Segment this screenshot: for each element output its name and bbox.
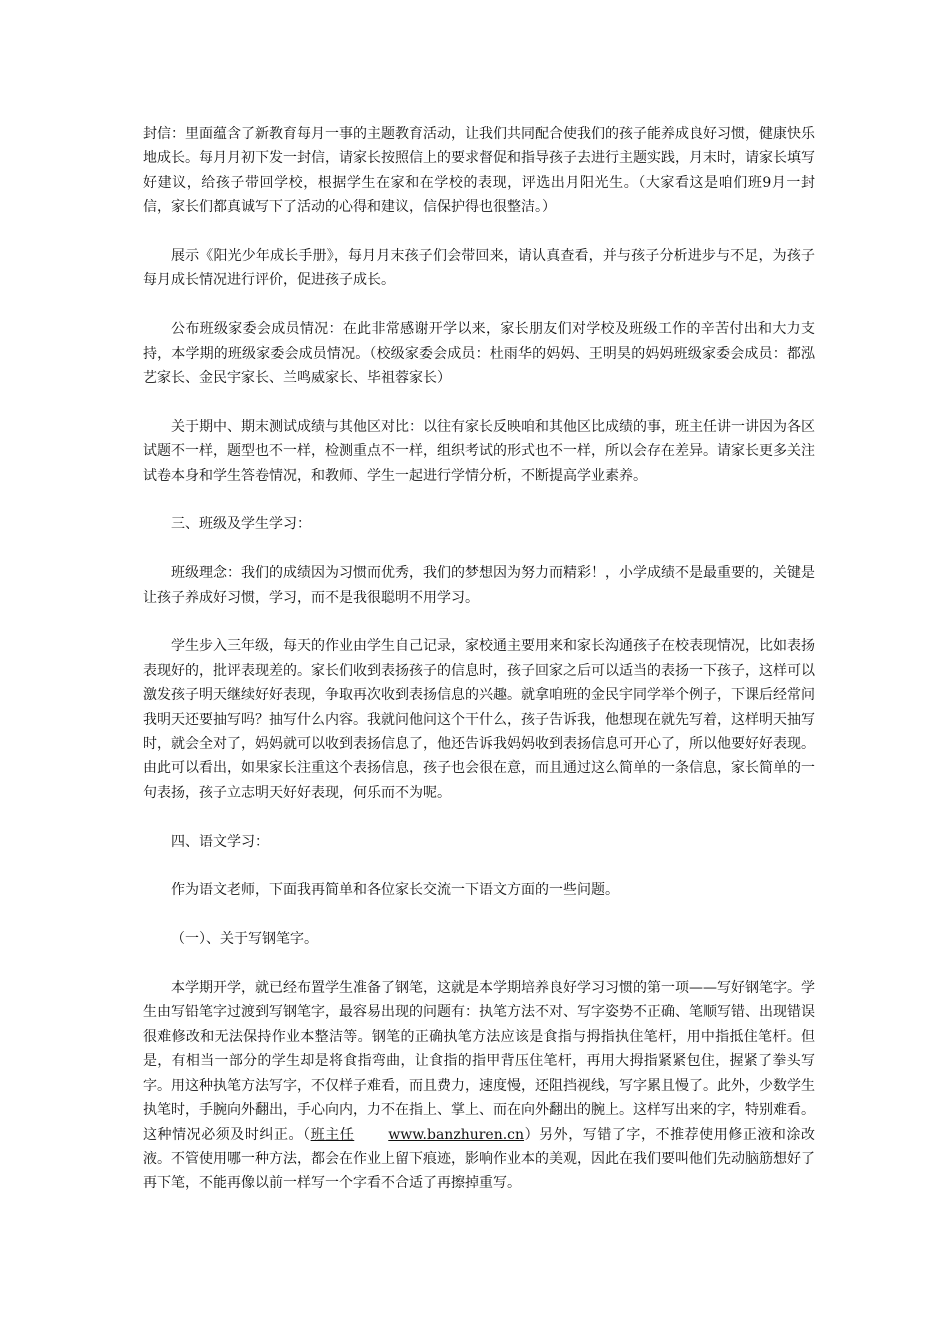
paragraph-exam-comparison: 关于期中、期末测试成绩与其他区对比：以往有家长反映咱和其他区比成绩的事，班主任讲一讲因为各区试题不一样，题型也不一样，检测重点不一样，组织考试的形式也不一样，所以会存在差异。请家长更多关注试卷本身和学生答卷情况，和教师、学生一起进行学情分析，不断提高学业素养。 <box>143 418 815 484</box>
section-heading-class-learning: 三、班级及学生学习： <box>171 516 311 533</box>
paragraph-letter: 封信：里面蕴含了新教育每月一事的主题教育活动，让我们共同配合使我们的孩子能养成良好习惯，健康快乐地成长。每月月初下发一封信，请家长按照信上的要求督促和指导孩子去进行主题实践，月末时，请家长填写好建议，给孩子带回学校，根据学生在家和在学校的表现，评选出月阳光生。（大家看这是咱们班9月一封信，家长们都真诚写下了活动的心得和建议，信保护得也很整洁。） <box>143 126 815 216</box>
paragraph-growth-manual: 展示《阳光少年成长手册》，每月月末孩子们会带回来，请认真查看，并与孩子分析进步与不足，为孩子每月成长情况进行评价，促进孩子成长。 <box>143 248 815 289</box>
banzhuren-link[interactable]: 班主任 <box>310 1126 355 1143</box>
section-heading-chinese: 四、语文学习： <box>171 833 269 850</box>
paragraph-class-philosophy: 班级理念：我们的成绩因为习惯而优秀，我们的梦想因为努力而精彩！，小学成绩不是最重要的，关键是让孩子养成好习惯，学习，而不是我很聪明不用学习。 <box>143 565 815 606</box>
subheading-pen-writing: （一）、关于写钢笔字。 <box>171 931 318 948</box>
paragraph-pen-writing <box>143 976 815 1196</box>
document-page <box>143 122 815 1220</box>
paragraph-parent-committee: 公布班级家委会成员情况：在此非常感谢开学以来，家长朋友们对学校及班级工作的辛苦付出和大力支持，本学期的班级家委会成员情况。（校级家委会成员：杜雨华的妈妈、王明昊的妈妈班级家委会成员：都泓艺家长、金民宇家长、兰鸣威家长、毕祖蓉家长） <box>143 321 815 387</box>
paragraph-homework-praise: 学生步入三年级，每天的作业由学生自己记录，家校通主要用来和家长沟通孩子在校表现情况，比如表扬表现好的，批评表现差的。家长们收到表扬孩子的信息时，孩子回家之后可以适当的表扬一下孩子，这样可以激发孩子明天继续好好表现，争取再次收到表扬信息的兴趣。就拿咱班的金民宇同学举个例子，下课后经常问我明天还要抽写吗？抽写什么内容。我就问他问这个干什么，孩子告诉我，他想现在就先写着，这样明天抽写时，就会全对了，妈妈就可以收到表扬信息了，他还告诉我妈妈收到表扬信息可开心了，所以他要好好表现。由此可以看出，如果家长注重这个表扬信息，孩子也会很在意，而且通过这么简单的一条信息，家长简单的一句表扬，孩子立志明天好好表现，何乐而不为呢。 <box>143 638 815 801</box>
pen-writing-text-after: ）另外，写错了字，不推荐使用修正液和涂改液。不管使用哪一种方法，都会在作业上留下痕迹，影响作业本的美观，因此在我们要叫他们先动脑筋想好了再下笔，不能再像以前一样写一个字看不合适了再擦掉重写。 <box>143 1126 816 1192</box>
pen-writing-text-before: 本学期开学，就已经布置学生准备了钢笔，这就是本学期培养良好学习习惯的第一项——写好钢笔字。学生由写铅笔字过渡到写钢笔字，最容易出现的问题有：执笔方法不对、写字姿势不正确、笔顺写错、出现错误很难修改和无法保持作业本整洁等。钢笔的正确执笔方法应该是食指与拇指执住笔杆，用中指抵住笔杆。但是，有相当一部分的学生却是将食指弯曲，让食指的指甲背压住笔杆，再用大拇指紧紧包住，握紧了拳头写字。用这种执笔方法写字，不仅样子难看，而且费力，速度慢，还阻挡视线，写字累且慢了。此外，少数学生执笔时，手腕向外翻出，手心向内，力不在指上、掌上、而在向外翻出的腕上。这样写出来的字，特别难看。这种情况必须及时纠正。（ <box>143 980 815 1143</box>
paragraph-chinese-intro: 作为语文老师，下面我再简单和各位家长交流一下语文方面的一些问题。 <box>171 882 619 899</box>
banzhuren-url-link[interactable]: www.banzhuren.cn <box>388 1126 525 1143</box>
